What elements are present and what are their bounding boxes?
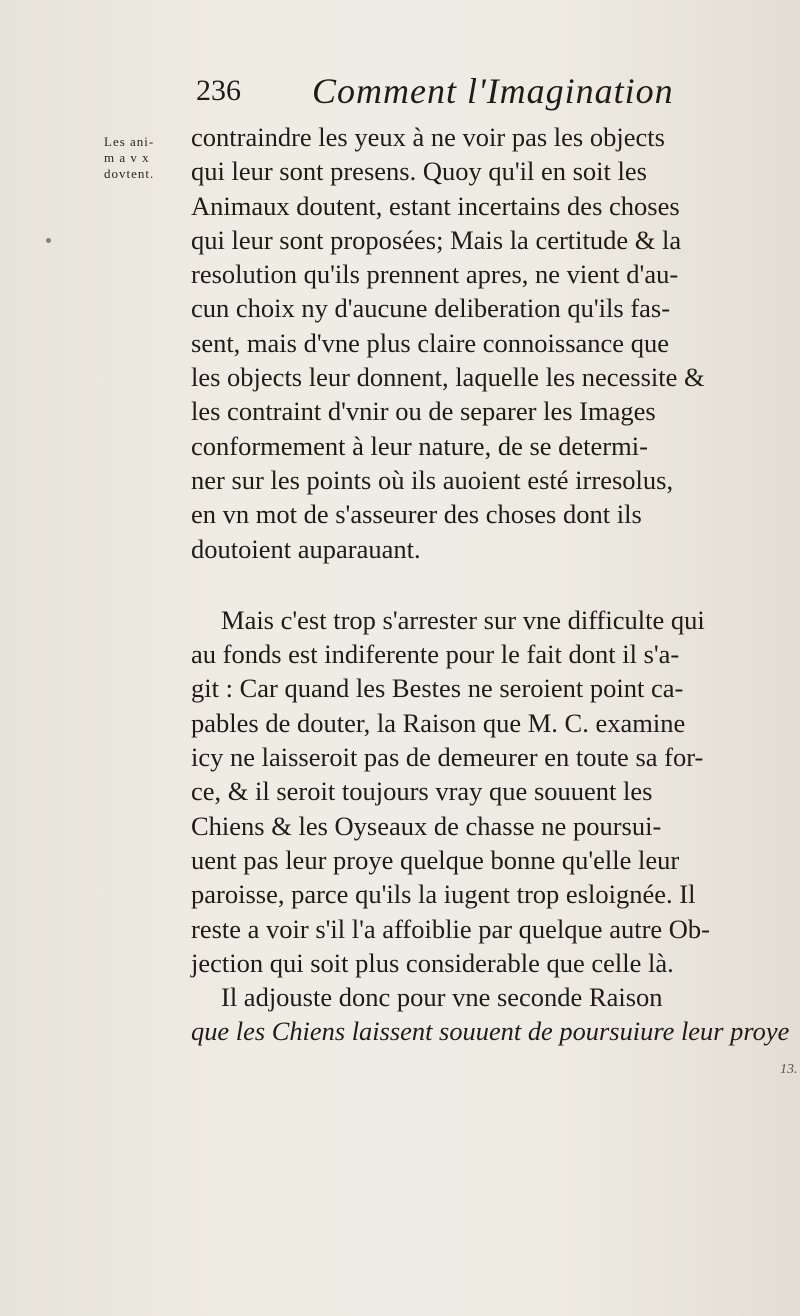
margin-note-line: m a v x bbox=[104, 150, 150, 165]
text-line: contraindre les yeux à ne voir pas les objects bbox=[191, 122, 665, 152]
margin-note-line: dovtent. bbox=[104, 166, 155, 181]
text-line: reste a voir s'il l'a affoiblie par quelque autre Ob- bbox=[191, 913, 710, 944]
text-line: jection qui soit plus considerable que celle là. bbox=[191, 947, 674, 978]
paragraph-2 bbox=[191, 603, 789, 1049]
text-line: Animaux doutent, estant incertains des choses bbox=[191, 190, 680, 221]
text-line: Chiens & les Oyseaux de chasse ne poursui- bbox=[191, 810, 662, 841]
text-line: git : Car quand les Bestes ne seroient point ca- bbox=[191, 673, 684, 704]
body-text bbox=[191, 120, 789, 1049]
text-line: Il adjouste donc pour vne seconde Raison bbox=[221, 982, 663, 1013]
margin-note-line: Les ani- bbox=[104, 134, 155, 149]
text-line: resolution qu'ils prennent apres, ne vient d'au- bbox=[191, 259, 679, 290]
margin-note bbox=[104, 134, 194, 182]
text-line: ner sur les points où ils auoient esté irresolus, bbox=[191, 464, 674, 495]
running-title: Comment l'Imagination bbox=[312, 71, 674, 111]
text-line: uent pas leur proye quelque bonne qu'elle leur bbox=[191, 844, 680, 875]
italic-text-line: que les Chiens laissent souuent de poursuiure leur proye bbox=[191, 1016, 790, 1047]
text-line: en vn mot de s'asseurer des choses dont ils bbox=[191, 499, 642, 530]
text-line: qui leur sont proposées; Mais la certitude & la bbox=[191, 224, 682, 255]
stray-margin-mark: 13. bbox=[780, 1062, 798, 1077]
text-line: paroisse, parce qu'ils la iugent trop esloignée. Il bbox=[191, 879, 696, 910]
text-line: conformement à leur nature, de se determi- bbox=[191, 430, 648, 461]
text-line: icy ne laisseroit pas de demeurer en toute sa for- bbox=[191, 742, 704, 773]
text-line: ce, & il seroit toujours vray que souuent les bbox=[191, 776, 653, 807]
text-line: sent, mais d'vne plus claire connoissance que bbox=[191, 327, 669, 358]
paragraph-1 bbox=[191, 120, 789, 566]
text-line: au fonds est indiferente pour le fait dont il s'a- bbox=[191, 639, 680, 670]
text-line: pables de douter, la Raison que M. C. examine bbox=[191, 707, 686, 738]
page-header bbox=[196, 70, 756, 120]
text-line: doutoient auparauant. bbox=[191, 533, 421, 564]
text-line: Mais c'est trop s'arrester sur vne difficulte qui bbox=[221, 604, 705, 635]
text-line: les objects leur donnent, laquelle les necessite & bbox=[191, 362, 705, 393]
page-number: 236 bbox=[196, 74, 241, 107]
text-line: cun choix ny d'aucune deliberation qu'ils fas- bbox=[191, 293, 671, 324]
text-line: les contraint d'vnir ou de separer les Images bbox=[191, 396, 656, 427]
text-line: qui leur sont presens. Quoy qu'il en soit les bbox=[191, 156, 647, 187]
ink-blot bbox=[46, 238, 51, 243]
